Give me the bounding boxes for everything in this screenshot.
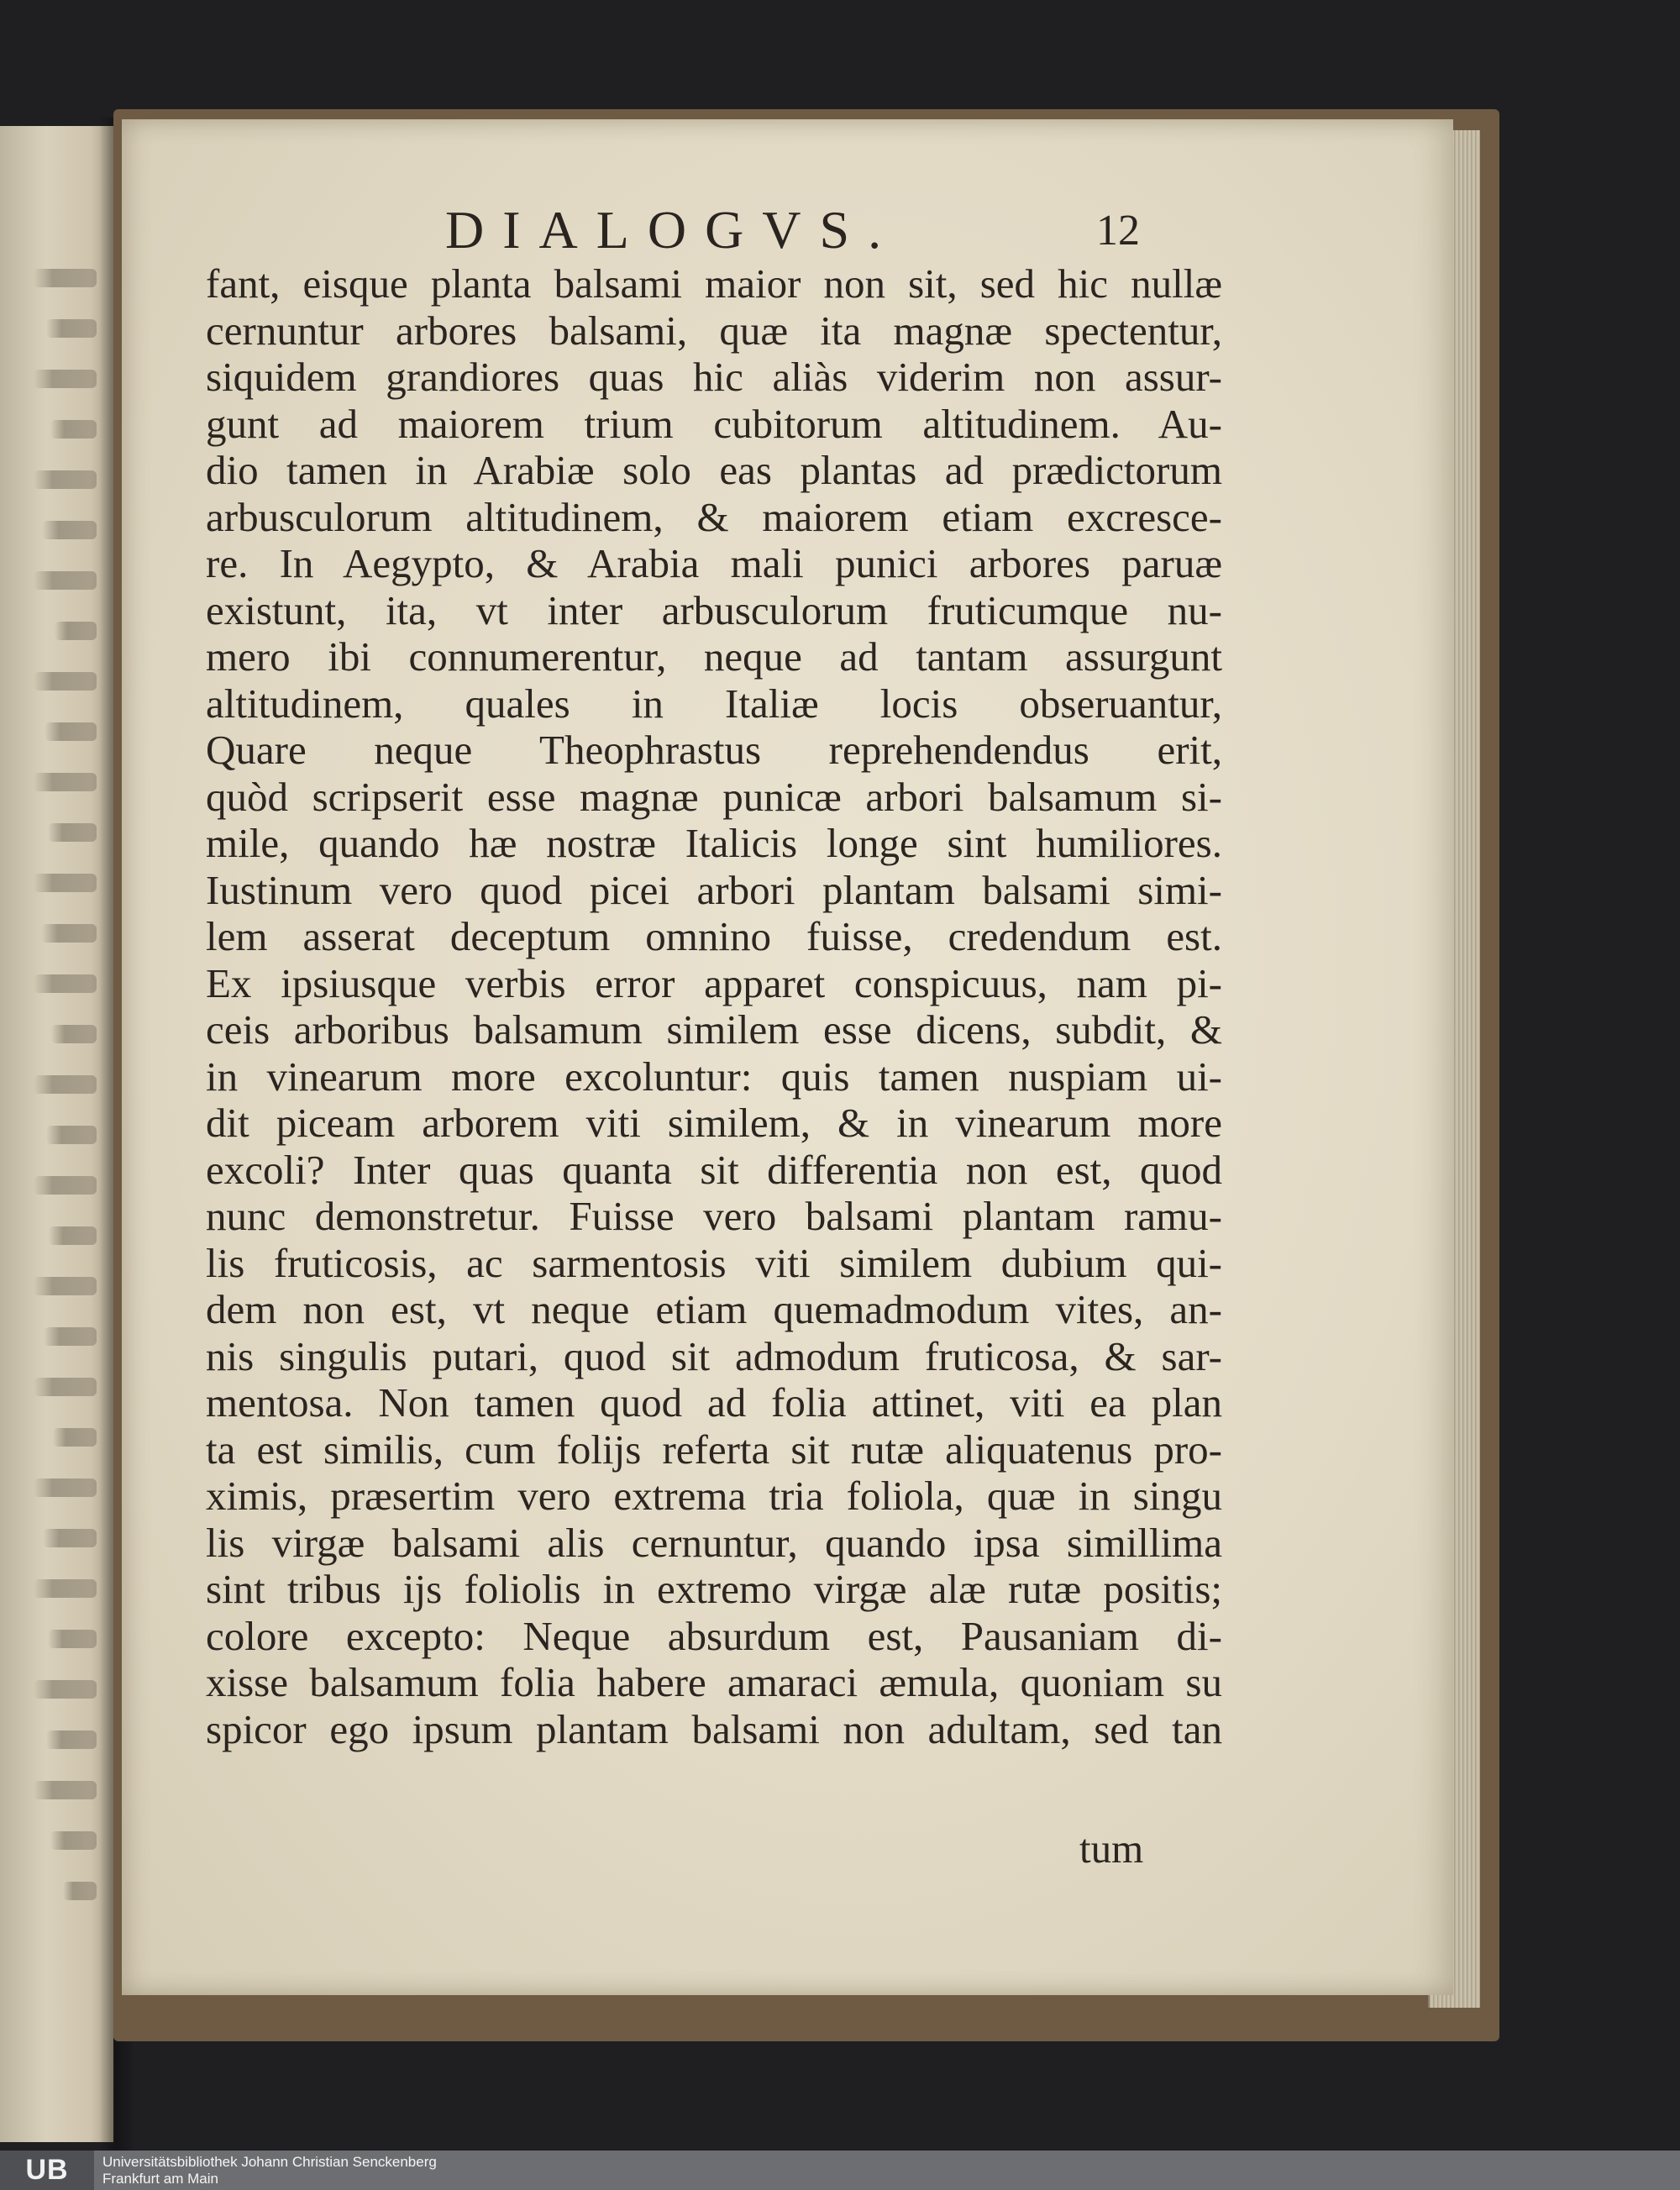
text-line: siquidem grandiores quas hic aliàs viderim non assur- [206,354,1222,400]
text-line: gunt ad maiorem trium cubitorum altitudinem. Au- [206,400,1222,447]
text-line: re. In Aegypto, & Arabia mali punici arbores paruæ [206,540,1222,586]
text-line: cernuntur arbores balsami, quæ ita magnæ spectentur, [206,307,1222,354]
library-footer [0,2151,1680,2190]
text-line: existunt, ita, vt inter arbusculorum fruticumque nu- [206,586,1222,633]
body-text [206,260,1382,1752]
page-number: 12 [1096,207,1140,255]
library-name-line1: Universitätsbibliothek Johann Christian Senckenberg [102,2153,437,2170]
text-line: Iustinum vero quod picei arbori plantam balsami simi- [206,866,1222,913]
text-line: nunc demonstretur. Fuisse vero balsami plantam ramu- [206,1193,1222,1239]
text-line: altitudinem, quales in Italiæ locis obseruantur, [206,680,1222,727]
text-line: spicor ego ipsum plantam balsami non adultam, sed tan [206,1705,1222,1752]
catchword: tum [1079,1825,1144,1872]
text-line: dit piceam arborem viti similem, & in vinearum more [206,1100,1222,1146]
text-line: ta est similis, cum folijs referta sit rutæ aliquatenus pro- [206,1426,1222,1473]
text-line: in vinearum more excoluntur: quis tamen nuspiam ui- [206,1053,1222,1100]
text-line: ximis, præsertim vero extrema tria foliola, quæ in singu [206,1473,1222,1519]
text-line: Ex ipsiusque verbis error apparet conspicuus, nam pi- [206,959,1222,1006]
library-logo: UB [0,2151,94,2190]
text-line: colore excepto: Neque absurdum est, Pausaniam di- [206,1612,1222,1659]
book-page [122,119,1453,1995]
text-line: ceis arboribus balsamum similem esse dicens, subdit, & [206,1006,1222,1053]
text-line: quòd scripserit esse magnæ punicæ arbori balsamum si- [206,773,1222,820]
text-line: mentosa. Non tamen quod ad folia attinet, viti ea plan [206,1379,1222,1426]
text-line: excoli? Inter quas quanta sit differentia non est, quod [206,1146,1222,1193]
text-line: lis fruticosis, ac sarmentosis viti similem dubium qui- [206,1239,1222,1286]
text-line: sint tribus ijs foliolis in extremo virgæ alæ rutæ positis; [206,1566,1222,1612]
page-header [122,199,1453,266]
running-title: DIALOGVS. [445,200,900,260]
text-line: dio tamen in Arabiæ solo eas plantas ad prædictorum [206,447,1222,493]
text-line: fant, eisque planta balsami maior non sit, sed hic nullæ [206,260,1222,307]
text-line: mile, quando hæ nostræ Italicis longe sint humiliores. [206,820,1222,866]
text-line: mero ibi connumerentur, neque ad tantam assurgunt [206,633,1222,680]
library-name [102,2154,437,2187]
text-line: nis singulis putari, quod sit admodum fruticosa, & sar- [206,1332,1222,1379]
text-line: xisse balsamum folia habere amaraci æmula, quoniam su [206,1659,1222,1705]
text-line: dem non est, vt neque etiam quemadmodum vites, an- [206,1286,1222,1332]
library-name-line2: Frankfurt am Main [102,2170,218,2187]
text-line: Quare neque Theophrastus reprehendendus erit, [206,727,1222,773]
facing-page-edge [0,126,113,2142]
text-line: lis virgæ balsami alis cernuntur, quando ipsa simillima [206,1519,1222,1566]
text-line: arbusculorum altitudinem, & maiorem etiam excresce- [206,493,1222,540]
text-line: lem asserat deceptum omnino fuisse, credendum est. [206,913,1222,959]
